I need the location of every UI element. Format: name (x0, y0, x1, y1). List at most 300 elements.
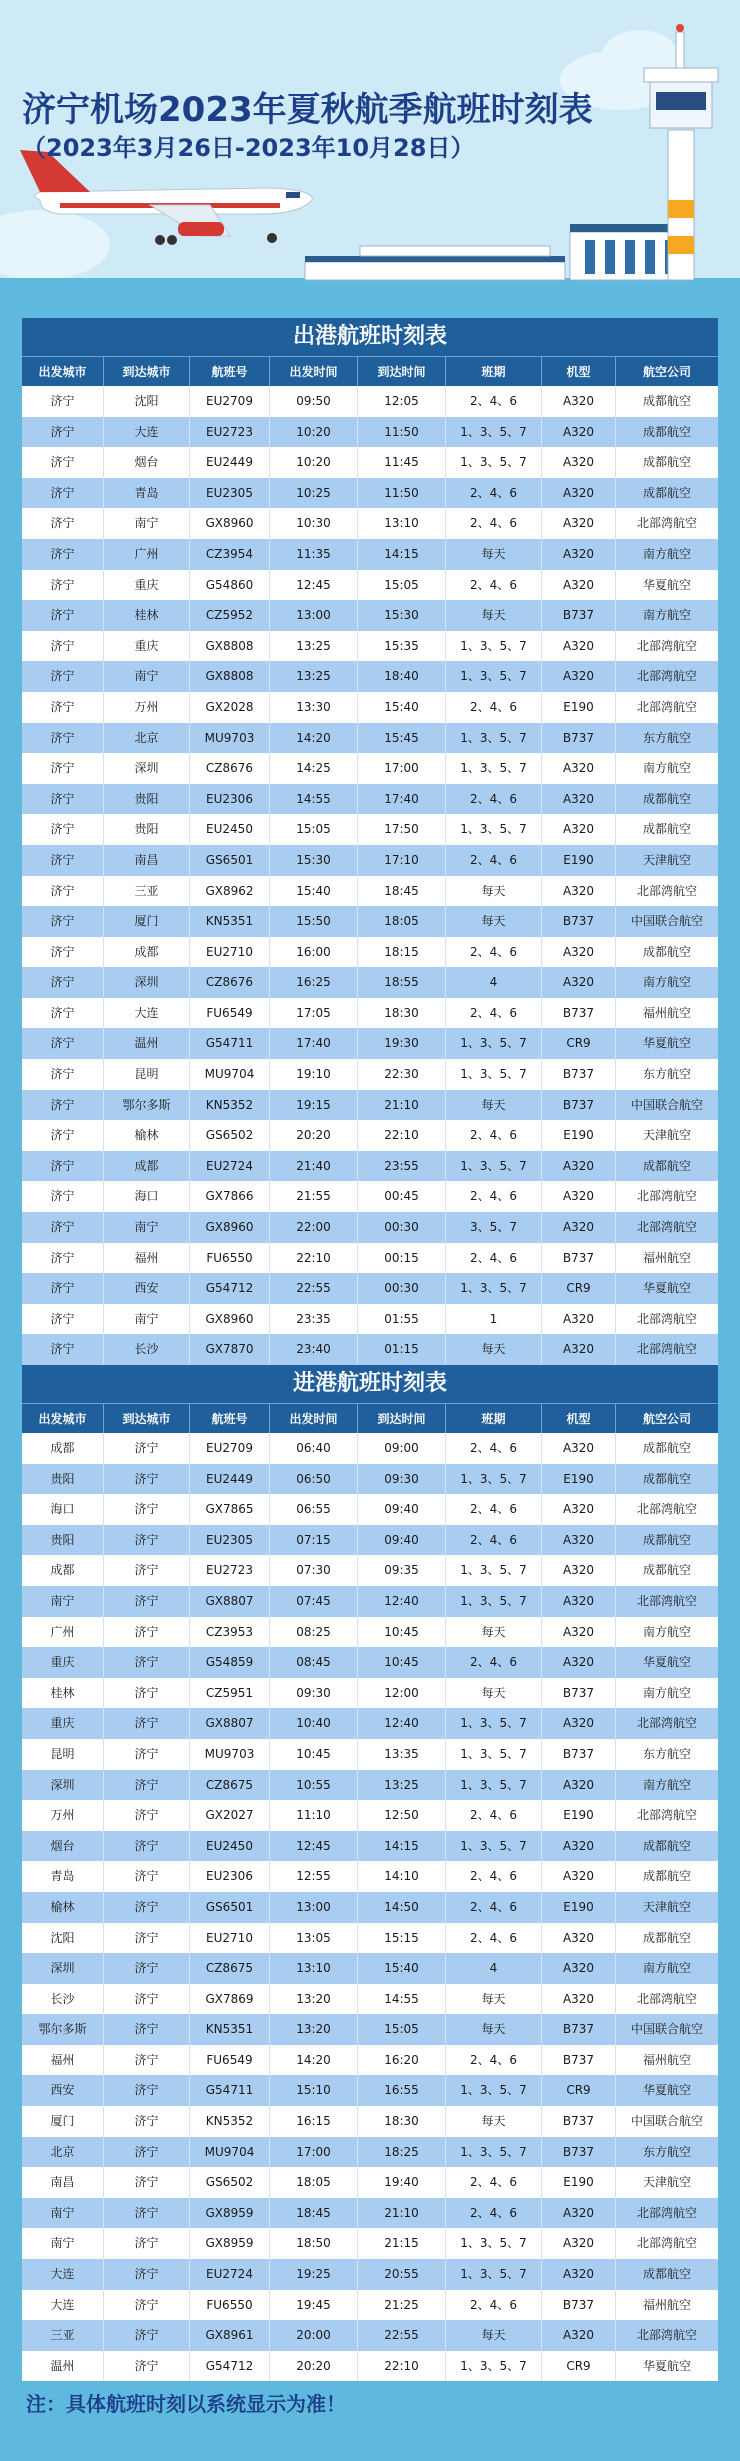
airline-cell: 天津航空 (642, 1899, 691, 1914)
schedule-days-cell: 1、3、5、7 (446, 753, 542, 784)
table-row (22, 1212, 718, 1243)
arrival-time-cell: 15:45 (358, 723, 446, 754)
airline-cell: 成都航空 (642, 1532, 691, 1547)
airline-cell: 中国联合航空 (630, 2022, 703, 2037)
flight-number-cell: MU9703 (190, 723, 270, 754)
schedule-days-cell: 每天 (446, 876, 542, 907)
header-banner (0, 0, 740, 300)
arrival-time-cell: 18:55 (358, 967, 446, 998)
flight-number-cell: GX7866 (190, 1181, 270, 1212)
column-header: 出发城市 (22, 357, 104, 386)
airline-cell: 南方航空 (642, 761, 691, 776)
aircraft-type-cell: E190 (542, 2167, 616, 2198)
departure-time-cell: 13:00 (270, 600, 358, 631)
aircraft-type-cell: A320 (542, 876, 616, 907)
airline-cell: 南方航空 (642, 1777, 691, 1792)
flight-number-cell: GS6502 (190, 2167, 270, 2198)
departure-city-cell: 济宁 (22, 723, 104, 754)
column-header: 航班号 (190, 1404, 270, 1433)
arrival-city-cell: 济宁 (104, 2228, 190, 2259)
arrival-city-cell: 海口 (104, 1181, 190, 1212)
departure-city-cell: 贵阳 (22, 1525, 104, 1556)
aircraft-type-cell: B737 (542, 1059, 616, 1090)
airline-cell: 北部湾航空 (636, 1502, 697, 1517)
flight-number-cell: CZ3953 (190, 1617, 270, 1648)
table-row (22, 2045, 718, 2076)
arrival-time-cell: 12:40 (358, 1586, 446, 1617)
schedule-days-cell: 1、3、5、7 (446, 447, 542, 478)
column-header: 到达城市 (104, 357, 190, 386)
arrival-time-cell: 14:10 (358, 1861, 446, 1892)
arrival-time-cell: 01:55 (358, 1304, 446, 1335)
schedule-days-cell: 每天 (446, 1334, 542, 1365)
airline-cell: 成都航空 (642, 1869, 691, 1884)
flight-number-cell: EU2305 (190, 1525, 270, 1556)
departure-time-cell: 10:45 (270, 1739, 358, 1770)
schedule-days-cell: 2、4、6 (446, 386, 542, 417)
flight-number-cell: G54712 (190, 2351, 270, 2382)
column-header: 出发城市 (22, 1404, 104, 1433)
arrival-city-cell: 济宁 (104, 2198, 190, 2229)
arrival-time-cell: 15:05 (358, 2014, 446, 2045)
arrival-city-cell: 济宁 (104, 2320, 190, 2351)
table-row (22, 2259, 718, 2290)
airline-cell: 北部湾航空 (636, 1593, 697, 1608)
departure-time-cell: 07:45 (270, 1586, 358, 1617)
departure-city-cell: 济宁 (22, 1273, 104, 1304)
departure-city-cell: 温州 (22, 2351, 104, 2382)
schedule-days-cell: 2、4、6 (446, 937, 542, 968)
departure-time-cell: 17:05 (270, 998, 358, 1029)
aircraft-type-cell: A320 (542, 753, 616, 784)
arrival-time-cell: 09:00 (358, 1433, 446, 1464)
departure-city-cell: 济宁 (22, 478, 104, 509)
table-row (22, 661, 718, 692)
aircraft-type-cell: B737 (542, 998, 616, 1029)
arrival-time-cell: 19:30 (358, 1028, 446, 1059)
arrival-time-cell: 15:15 (358, 1923, 446, 1954)
arrival-city-cell: 济宁 (104, 1464, 190, 1495)
aircraft-type-cell: A320 (542, 2228, 616, 2259)
arrival-city-cell: 济宁 (104, 1647, 190, 1678)
arrival-time-cell: 15:40 (358, 1953, 446, 1984)
schedule-days-cell: 2、4、6 (446, 2045, 542, 2076)
aircraft-type-cell: E190 (542, 1120, 616, 1151)
schedule-days-cell: 1、3、5、7 (446, 2228, 542, 2259)
departure-city-cell: 大连 (22, 2290, 104, 2321)
aircraft-type-cell: A320 (542, 814, 616, 845)
arrival-city-cell: 济宁 (104, 1586, 190, 1617)
departure-time-cell: 06:50 (270, 1464, 358, 1495)
aircraft-type-cell: A320 (542, 1555, 616, 1586)
departure-city-cell: 济宁 (22, 508, 104, 539)
departure-time-cell: 10:55 (270, 1770, 358, 1801)
departures-title: 出港航班时刻表 (22, 318, 718, 356)
arrival-time-cell: 10:45 (358, 1647, 446, 1678)
departure-city-cell: 青岛 (22, 1861, 104, 1892)
arrival-time-cell: 13:25 (358, 1770, 446, 1801)
table-row (22, 1861, 718, 1892)
departure-time-cell: 12:45 (270, 570, 358, 601)
aircraft-type-cell: A320 (542, 1304, 616, 1335)
airline-cell: 华夏航空 (642, 1655, 691, 1670)
departure-city-cell: 重庆 (22, 1647, 104, 1678)
airline-cell: 南方航空 (642, 608, 691, 623)
schedule-days-cell: 2、4、6 (446, 784, 542, 815)
arrival-city-cell: 万州 (104, 692, 190, 723)
aircraft-type-cell: A320 (542, 1831, 616, 1862)
arrival-city-cell: 成都 (104, 937, 190, 968)
departure-city-cell: 南昌 (22, 2167, 104, 2198)
table-row (22, 1273, 718, 1304)
column-header: 到达城市 (104, 1404, 190, 1433)
aircraft-type-cell: A320 (542, 539, 616, 570)
aircraft-type-cell: A320 (542, 1617, 616, 1648)
airplane-illustration (20, 150, 312, 245)
airline-cell: 华夏航空 (642, 1281, 691, 1296)
schedule-days-cell: 1、3、5、7 (446, 1059, 542, 1090)
arrival-time-cell: 18:30 (358, 2106, 446, 2137)
airline-cell: 成都航空 (642, 2267, 691, 2282)
arrival-city-cell: 成都 (104, 1151, 190, 1182)
departure-city-cell: 济宁 (22, 906, 104, 937)
arrival-city-cell: 济宁 (104, 1923, 190, 1954)
departure-time-cell: 08:45 (270, 1647, 358, 1678)
departure-city-cell: 济宁 (22, 876, 104, 907)
aircraft-type-cell: A320 (542, 570, 616, 601)
arrival-city-cell: 济宁 (104, 1861, 190, 1892)
flight-number-cell: EU2710 (190, 937, 270, 968)
flight-number-cell: FU6549 (190, 2045, 270, 2076)
departure-city-cell: 济宁 (22, 998, 104, 1029)
table-row (22, 1059, 718, 1090)
airline-cell: 天津航空 (642, 852, 691, 867)
schedule-days-cell: 1、3、5、7 (446, 1739, 542, 1770)
departure-time-cell: 15:30 (270, 845, 358, 876)
table-row (22, 417, 718, 448)
departure-city-cell: 济宁 (22, 661, 104, 692)
schedule-days-cell: 2、4、6 (446, 508, 542, 539)
departure-city-cell: 北京 (22, 2137, 104, 2168)
column-header: 航班号 (190, 357, 270, 386)
table-row (22, 2228, 718, 2259)
schedule-days-cell: 1、3、5、7 (446, 1464, 542, 1495)
arrival-time-cell: 00:30 (358, 1212, 446, 1243)
table-row (22, 478, 718, 509)
table-row (22, 447, 718, 478)
flight-number-cell: MU9704 (190, 2137, 270, 2168)
table-row (22, 1800, 718, 1831)
schedule-days-cell: 1 (446, 1304, 542, 1335)
flight-number-cell: EU2306 (190, 1861, 270, 1892)
schedule-days-cell: 3、5、7 (446, 1212, 542, 1243)
arrival-city-cell: 大连 (104, 417, 190, 448)
schedule-days-cell: 1、3、5、7 (446, 417, 542, 448)
departure-time-cell: 10:20 (270, 447, 358, 478)
arrival-time-cell: 14:15 (358, 539, 446, 570)
table-row (22, 508, 718, 539)
table-row (22, 1334, 718, 1365)
departure-city-cell: 济宁 (22, 1181, 104, 1212)
arrival-time-cell: 12:50 (358, 1800, 446, 1831)
arrival-city-cell: 济宁 (104, 2351, 190, 2382)
table-row (22, 1892, 718, 1923)
arrival-city-cell: 南宁 (104, 1304, 190, 1335)
departure-city-cell: 南宁 (22, 2228, 104, 2259)
arrival-city-cell: 福州 (104, 1243, 190, 1274)
arrival-time-cell: 09:30 (358, 1464, 446, 1495)
arrival-time-cell: 17:00 (358, 753, 446, 784)
flight-number-cell: GX2027 (190, 1800, 270, 1831)
arrival-time-cell: 22:10 (358, 2351, 446, 2382)
departure-city-cell: 榆林 (22, 1892, 104, 1923)
schedule-days-cell: 每天 (446, 2106, 542, 2137)
departure-time-cell: 22:55 (270, 1273, 358, 1304)
aircraft-type-cell: A320 (542, 1151, 616, 1182)
flight-number-cell: KN5351 (190, 2014, 270, 2045)
departure-time-cell: 23:40 (270, 1334, 358, 1365)
flight-number-cell: FU6550 (190, 1243, 270, 1274)
flight-number-cell: GX8808 (190, 661, 270, 692)
table-row (22, 1739, 718, 1770)
schedule-days-cell: 每天 (446, 1090, 542, 1121)
flight-number-cell: KN5351 (190, 906, 270, 937)
arrival-time-cell: 21:10 (358, 2198, 446, 2229)
arrival-time-cell: 18:05 (358, 906, 446, 937)
departure-time-cell: 14:20 (270, 723, 358, 754)
arrival-city-cell: 重庆 (104, 570, 190, 601)
schedule-days-cell: 1、3、5、7 (446, 2137, 542, 2168)
schedule-days-cell: 2、4、6 (446, 1892, 542, 1923)
schedule-days-cell: 1、3、5、7 (446, 1586, 542, 1617)
aircraft-type-cell: E190 (542, 692, 616, 723)
departure-city-cell: 济宁 (22, 631, 104, 662)
table-row (22, 1708, 718, 1739)
departure-time-cell: 21:40 (270, 1151, 358, 1182)
schedule-days-cell: 1、3、5、7 (446, 1151, 542, 1182)
schedule-days-cell: 2、4、6 (446, 1494, 542, 1525)
airline-cell: 南方航空 (642, 975, 691, 990)
aircraft-type-cell: E190 (542, 1464, 616, 1495)
aircraft-type-cell: A320 (542, 1861, 616, 1892)
arrival-city-cell: 西安 (104, 1273, 190, 1304)
flight-number-cell: CZ5951 (190, 1678, 270, 1709)
column-header: 出发时间 (270, 357, 358, 386)
flight-number-cell: CZ8675 (190, 1770, 270, 1801)
arrival-time-cell: 11:45 (358, 447, 446, 478)
schedule-days-cell: 1、3、5、7 (446, 1708, 542, 1739)
aircraft-type-cell: A320 (542, 784, 616, 815)
aircraft-type-cell: A320 (542, 417, 616, 448)
table-row (22, 1151, 718, 1182)
schedule-days-cell: 1、3、5、7 (446, 723, 542, 754)
arrival-city-cell: 桂林 (104, 600, 190, 631)
table-row (22, 692, 718, 723)
arrival-city-cell: 济宁 (104, 1800, 190, 1831)
schedule-panel (22, 318, 718, 2381)
departure-city-cell: 济宁 (22, 845, 104, 876)
aircraft-type-cell: A320 (542, 1334, 616, 1365)
arrival-city-cell: 三亚 (104, 876, 190, 907)
arrival-city-cell: 榆林 (104, 1120, 190, 1151)
departure-city-cell: 济宁 (22, 386, 104, 417)
table-row (22, 937, 718, 968)
airline-cell: 南方航空 (642, 546, 691, 561)
flight-number-cell: FU6550 (190, 2290, 270, 2321)
departure-time-cell: 15:05 (270, 814, 358, 845)
column-header: 班期 (446, 1404, 542, 1433)
departure-city-cell: 广州 (22, 1617, 104, 1648)
departure-time-cell: 18:05 (270, 2167, 358, 2198)
departure-time-cell: 20:20 (270, 2351, 358, 2382)
departure-city-cell: 深圳 (22, 1953, 104, 1984)
table-row (22, 2320, 718, 2351)
table-row (22, 1923, 718, 1954)
arrival-time-cell: 00:15 (358, 1243, 446, 1274)
table-row (22, 2106, 718, 2137)
airline-cell: 南方航空 (642, 1685, 691, 1700)
airline-cell: 东方航空 (642, 1746, 691, 1761)
flight-number-cell: CZ8676 (190, 753, 270, 784)
schedule-days-cell: 1、3、5、7 (446, 1028, 542, 1059)
departure-time-cell: 16:25 (270, 967, 358, 998)
flight-number-cell: EU2449 (190, 447, 270, 478)
arrival-time-cell: 09:35 (358, 1555, 446, 1586)
airline-cell: 东方航空 (642, 730, 691, 745)
airline-cell: 华夏航空 (642, 577, 691, 592)
aircraft-type-cell: A320 (542, 1494, 616, 1525)
flight-number-cell: KN5352 (190, 2106, 270, 2137)
arrival-city-cell: 济宁 (104, 1555, 190, 1586)
flight-number-cell: G54859 (190, 1647, 270, 1678)
flight-number-cell: EU2724 (190, 2259, 270, 2290)
flight-number-cell: GX8961 (190, 2320, 270, 2351)
schedule-days-cell: 1、3、5、7 (446, 1770, 542, 1801)
table-row (22, 600, 718, 631)
departure-city-cell: 烟台 (22, 1831, 104, 1862)
flight-number-cell: EU2450 (190, 814, 270, 845)
aircraft-type-cell: A320 (542, 1923, 616, 1954)
arrival-city-cell: 济宁 (104, 1984, 190, 2015)
flight-number-cell: EU2709 (190, 1433, 270, 1464)
airline-cell: 成都航空 (642, 1471, 691, 1486)
aircraft-type-cell: A320 (542, 1770, 616, 1801)
airline-cell: 北部湾航空 (636, 1342, 697, 1357)
table-row (22, 2198, 718, 2229)
schedule-days-cell: 每天 (446, 2320, 542, 2351)
flight-number-cell: GX8959 (190, 2228, 270, 2259)
flight-number-cell: G54711 (190, 2075, 270, 2106)
table-row (22, 1433, 718, 1464)
departure-time-cell: 13:05 (270, 1923, 358, 1954)
arrival-time-cell: 21:10 (358, 1090, 446, 1121)
departure-time-cell: 13:10 (270, 1953, 358, 1984)
arrival-city-cell: 南宁 (104, 508, 190, 539)
airline-cell: 成都航空 (642, 822, 691, 837)
departure-city-cell: 厦门 (22, 2106, 104, 2137)
table-row (22, 386, 718, 417)
table-row (22, 2290, 718, 2321)
departure-time-cell: 13:30 (270, 692, 358, 723)
aircraft-type-cell: A320 (542, 2320, 616, 2351)
table-row (22, 1243, 718, 1274)
departure-time-cell: 06:55 (270, 1494, 358, 1525)
table-row (22, 1678, 718, 1709)
airline-cell: 南方航空 (642, 1961, 691, 1976)
arrival-city-cell: 济宁 (104, 1831, 190, 1862)
table-row (22, 906, 718, 937)
arrival-city-cell: 青岛 (104, 478, 190, 509)
departure-time-cell: 11:10 (270, 1800, 358, 1831)
departure-time-cell: 23:35 (270, 1304, 358, 1335)
table-row (22, 1525, 718, 1556)
flight-number-cell: CZ8676 (190, 967, 270, 998)
schedule-days-cell: 2、4、6 (446, 1923, 542, 1954)
arrival-time-cell: 17:40 (358, 784, 446, 815)
departure-city-cell: 大连 (22, 2259, 104, 2290)
departure-city-cell: 三亚 (22, 2320, 104, 2351)
aircraft-type-cell: A320 (542, 447, 616, 478)
departure-time-cell: 17:40 (270, 1028, 358, 1059)
schedule-days-cell: 4 (446, 1953, 542, 1984)
flight-number-cell: EU2450 (190, 1831, 270, 1862)
flight-number-cell: GS6501 (190, 845, 270, 876)
table-row (22, 1831, 718, 1862)
arrival-city-cell: 济宁 (104, 2014, 190, 2045)
airline-cell: 北部湾航空 (636, 2236, 697, 2251)
aircraft-type-cell: A320 (542, 967, 616, 998)
departure-city-cell: 济宁 (22, 967, 104, 998)
arrival-time-cell: 16:55 (358, 2075, 446, 2106)
departure-time-cell: 22:10 (270, 1243, 358, 1274)
departure-time-cell: 19:45 (270, 2290, 358, 2321)
arrival-time-cell: 01:15 (358, 1334, 446, 1365)
table-row (22, 2351, 718, 2382)
arrival-city-cell: 济宁 (104, 2290, 190, 2321)
flight-number-cell: FU6549 (190, 998, 270, 1029)
departure-time-cell: 11:35 (270, 539, 358, 570)
arrival-time-cell: 00:45 (358, 1181, 446, 1212)
aircraft-type-cell: A320 (542, 1984, 616, 2015)
aircraft-type-cell: B737 (542, 2045, 616, 2076)
airline-cell: 北部湾航空 (636, 669, 697, 684)
departure-time-cell: 18:50 (270, 2228, 358, 2259)
aircraft-type-cell: A320 (542, 661, 616, 692)
aircraft-type-cell: A320 (542, 1212, 616, 1243)
schedule-days-cell: 每天 (446, 600, 542, 631)
flight-number-cell: GX8807 (190, 1708, 270, 1739)
arrival-time-cell: 15:35 (358, 631, 446, 662)
departure-city-cell: 福州 (22, 2045, 104, 2076)
aircraft-type-cell: B737 (542, 2106, 616, 2137)
arrival-time-cell: 13:35 (358, 1739, 446, 1770)
departure-city-cell: 济宁 (22, 447, 104, 478)
arrival-city-cell: 广州 (104, 539, 190, 570)
arrival-time-cell: 19:40 (358, 2167, 446, 2198)
flight-number-cell: GS6501 (190, 1892, 270, 1923)
table-row (22, 814, 718, 845)
departure-time-cell: 08:25 (270, 1617, 358, 1648)
schedule-days-cell: 2、4、6 (446, 478, 542, 509)
schedule-days-cell: 每天 (446, 2014, 542, 2045)
departure-time-cell: 15:40 (270, 876, 358, 907)
aircraft-type-cell: A320 (542, 937, 616, 968)
arrival-city-cell: 温州 (104, 1028, 190, 1059)
arrival-city-cell: 南宁 (104, 1212, 190, 1243)
airline-cell: 成都航空 (642, 791, 691, 806)
departure-time-cell: 12:45 (270, 1831, 358, 1862)
arrival-city-cell: 济宁 (104, 1892, 190, 1923)
